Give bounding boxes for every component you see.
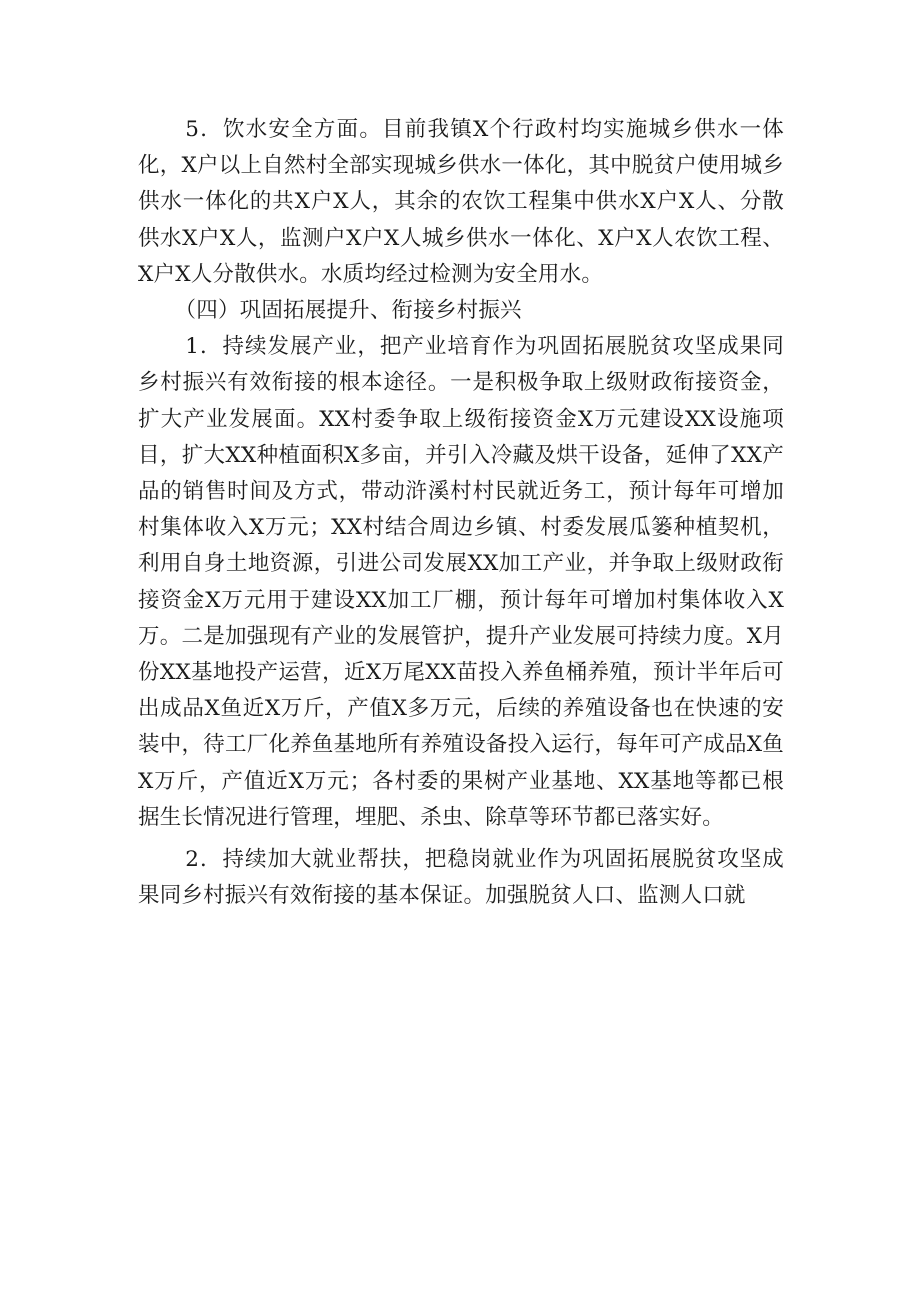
section-heading-rural-revitalization: （四）巩固拓展提升、衔接乡村振兴 (174, 298, 522, 324)
paragraph-employment-assistance: 2．持续加大就业帮扶，把稳岗就业作为巩固拓展脱贫攻坚成果同乡村振兴有效衔接的基本保证。加强脱贫人口、监测人口就 (138, 847, 784, 909)
document-body (138, 112, 784, 914)
paragraph-water-safety: 5．饮水安全方面。目前我镇X个行政村均实施城乡供水一体化，X户以上自然村全部实现城乡供水一体化，其中脱贫户使用城乡供水一体化的共X户X人，其余的农饮工程集中供水X户X人、分散供水X户X人，监测户X户X人城乡供水一体化、X户X人农饮工程、X户X人分散供水。水质均经过检测为安全用水。 (138, 117, 784, 287)
paragraph-industry-development: 1．持续发展产业，把产业培育作为巩固拓展脱贫攻坚成果同乡村振兴有效衔接的根本途径。一是积极争取上级财政衔接资金，扩大产业发展面。XX村委争取上级衔接资金X万元建设XX设施项目，扩大XX种植面积X多亩，并引入冷藏及烘干设备，延伸了XX产品的销售时间及方式，带动浒溪村村民就近务工，预计每年可增加村集体收入X万元；XX村结合周边乡镇、村委发展瓜篓种植契机，利用自身土地资源，引进公司发展XX加工产业，并争取上级财政衔接资金X万元用于建设XX加工厂棚，预计每年可增加村集体收入X万。二是加强现有产业的发展管护，提升产业发展可持续力度。X月份XX基地投产运营，近X万尾XX苗投入养鱼桶养殖，预计半年后可出成品X鱼近X万斤，产值X多万元，后续的养殖设备也在快速的安装中，待工厂化养鱼基地所有养殖设备投入运行，每年可产成品X鱼X万斤，产值近X万元；各村委的果树产业基地、XX基地等都已根据生长情况进行管理，埋肥、杀虫、除草等环节都已落实好。 (138, 334, 784, 830)
